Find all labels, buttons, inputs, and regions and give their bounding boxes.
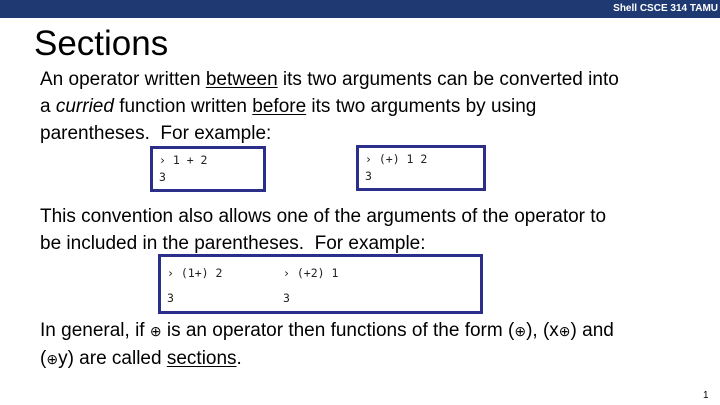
emphasis-curried: curried — [55, 96, 114, 117]
general-text: is an operator then functions of the form ( — [161, 320, 515, 341]
intro-paragraph — [40, 66, 619, 147]
code-example-infix — [150, 146, 266, 192]
code-example-prefix — [356, 145, 486, 191]
header-bar — [0, 0, 720, 18]
intro-text: its two arguments by using — [306, 96, 537, 117]
general-text: ) and — [570, 320, 614, 341]
oplus-symbol: ⊕ — [514, 323, 527, 339]
page-number: 1 — [703, 390, 709, 401]
emphasis-between: between — [205, 69, 278, 90]
slide-title: Sections — [34, 24, 169, 63]
convention-text: be included in the parentheses. For example: — [40, 233, 426, 254]
convention-paragraph — [40, 203, 606, 257]
intro-text: parentheses. For example: — [40, 123, 272, 144]
general-text: . — [236, 348, 242, 369]
general-paragraph — [40, 317, 614, 373]
intro-text: a — [40, 96, 56, 117]
code-prompt: › (+) 1 2 — [365, 152, 428, 166]
intro-text: its two arguments can be converted into — [277, 69, 619, 90]
code-example-sections — [158, 254, 483, 314]
code-result-right: 3 — [283, 291, 290, 305]
general-text: ( — [40, 348, 47, 369]
intro-text: function written — [113, 96, 253, 117]
convention-text: This convention also allows one of the arguments of the operator to — [40, 206, 607, 227]
emphasis-before: before — [252, 96, 307, 117]
code-result: 3 — [365, 169, 372, 183]
oplus-symbol: ⊕ — [46, 351, 59, 367]
course-label: Shell CSCE 314 TAMU — [613, 3, 718, 14]
code-result: 3 — [159, 170, 166, 184]
emphasis-sections: sections — [166, 348, 237, 369]
general-text: ), (x — [526, 320, 559, 341]
intro-text: An operator written — [40, 69, 206, 90]
code-prompt: › 1 + 2 — [159, 153, 208, 167]
general-text: y) are called — [58, 348, 167, 369]
oplus-symbol: ⊕ — [558, 323, 571, 339]
code-prompt-left: › (1+) 2 — [167, 266, 223, 280]
code-prompt-right: › (+2) 1 — [283, 266, 339, 280]
code-result-left: 3 — [167, 291, 174, 305]
general-text: In general, if — [40, 320, 150, 341]
oplus-symbol: ⊕ — [149, 323, 162, 339]
